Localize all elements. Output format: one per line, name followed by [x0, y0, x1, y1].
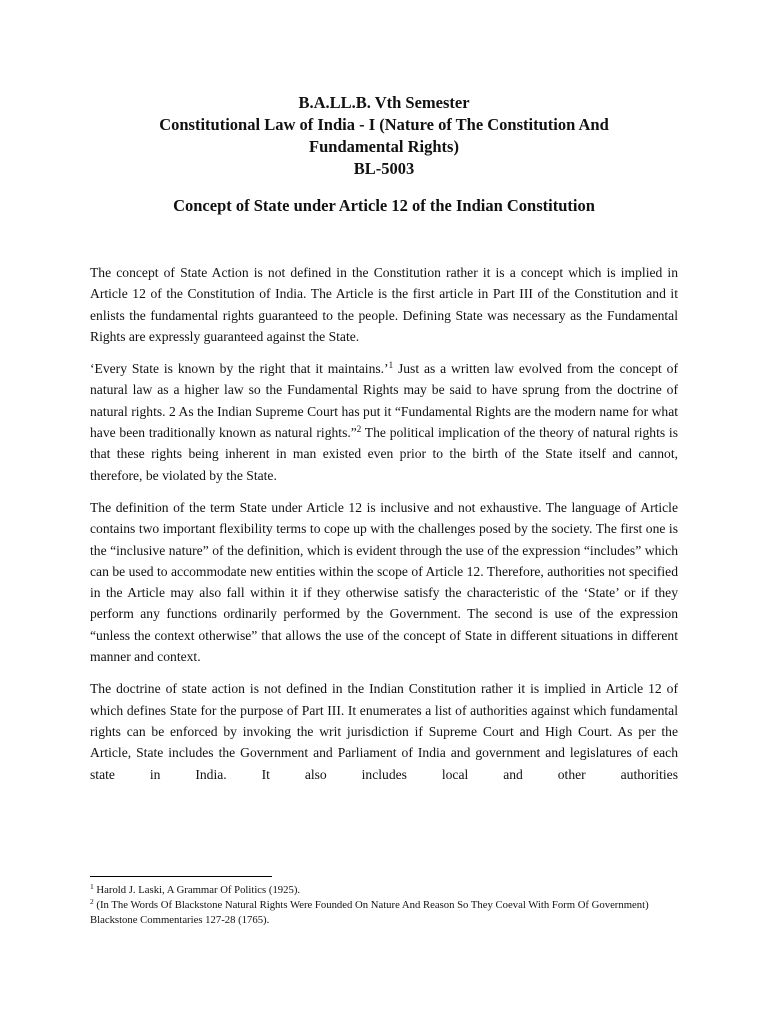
footnote-1-number: 1 — [90, 882, 94, 891]
document-header — [90, 92, 678, 217]
footnote-2 — [90, 898, 678, 928]
paragraph-2 — [90, 358, 678, 486]
footnote-2-number: 2 — [90, 897, 94, 906]
footnote-1 — [90, 883, 678, 898]
paragraph-2-quote: ‘Every State is known by the right that it maintains.’ — [90, 361, 389, 377]
paragraph-2-middle: Just as a written law evolved from the concept of natural law as a higher law so the Fundamental Rights may be said to have sprung from the doctrine of natural rights. 2 As the Indian Supreme Court has put it “Fundamental Rights are the modern name for what have been traditionally known as natural rights.” — [90, 361, 678, 441]
paragraph-1: The concept of State Action is not defined in the Constitution rather it is a concept which is implied in Article 12 of the Constitution of India. The Article is the first article in Part III of the Constitution and it enlists the fundamental rights guaranteed to the people. Defining State was necessary as the Fundamental Rights are expressly guaranteed against the State. — [90, 265, 678, 344]
paragraph-2-end: The political implication of the theory of natural rights is that these rights being inherent in man existed even prior to the birth of the State itself and cannot, therefore, be violated by the State. — [90, 425, 678, 483]
footnotes — [90, 876, 678, 928]
course-code: BL-5003 — [353, 159, 415, 178]
document-subtitle: Concept of State under Article 12 of the Indian Constitution — [173, 196, 595, 215]
course-semester: B.A.LL.B. Vth Semester — [298, 93, 470, 112]
footnote-2-text: (In The Words Of Blackstone Natural Rights Were Founded On Nature And Reason So They Coeval With Form Of Government) Blackstone Commentaries 127-28 (1765). — [90, 899, 649, 926]
footnote-1-text: Harold J. Laski, A Grammar Of Politics (1925). — [93, 884, 301, 896]
document-body — [90, 262, 678, 785]
course-title-continued: Fundamental Rights) — [309, 137, 459, 156]
footnote-ref-1: 1 — [388, 360, 394, 371]
footnote-divider — [90, 876, 272, 877]
footnote-ref-2: 2 — [356, 424, 362, 435]
paragraph-4: The doctrine of state action is not defined in the Indian Constitution rather it is implied in Article 12 of which defines State for the purpose of Part III. It enumerates a list of authorities against which fundamental rights can be enforced by invoking the writ jurisdiction if Supreme Court and High Court. As per the Article, State includes the Government and Parliament of India and government and legislatures of each state in India. It also includes local and other authorities — [90, 681, 678, 782]
paragraph-3: The definition of the term State under Article 12 is inclusive and not exhaustive. The language of Article contains two important flexibility terms to cope up with the challenges posed by the society. The first one is the “inclusive nature” of the definition, which is evident through the use of the expression “includes” which can be used to accommodate new entities within the scope of Article 12. Therefore, authorities not specified in the Article may also fall within it if they otherwise satisfy the characteristic of the ‘State’ or if they perform any functions ordinarily performed by the Government. The second is use of the expression “unless the context otherwise” that allows the use of the concept of State in different situations in different manner and context. — [90, 499, 678, 665]
course-title: Constitutional Law of India - I (Nature of The Constitution And — [159, 115, 609, 134]
